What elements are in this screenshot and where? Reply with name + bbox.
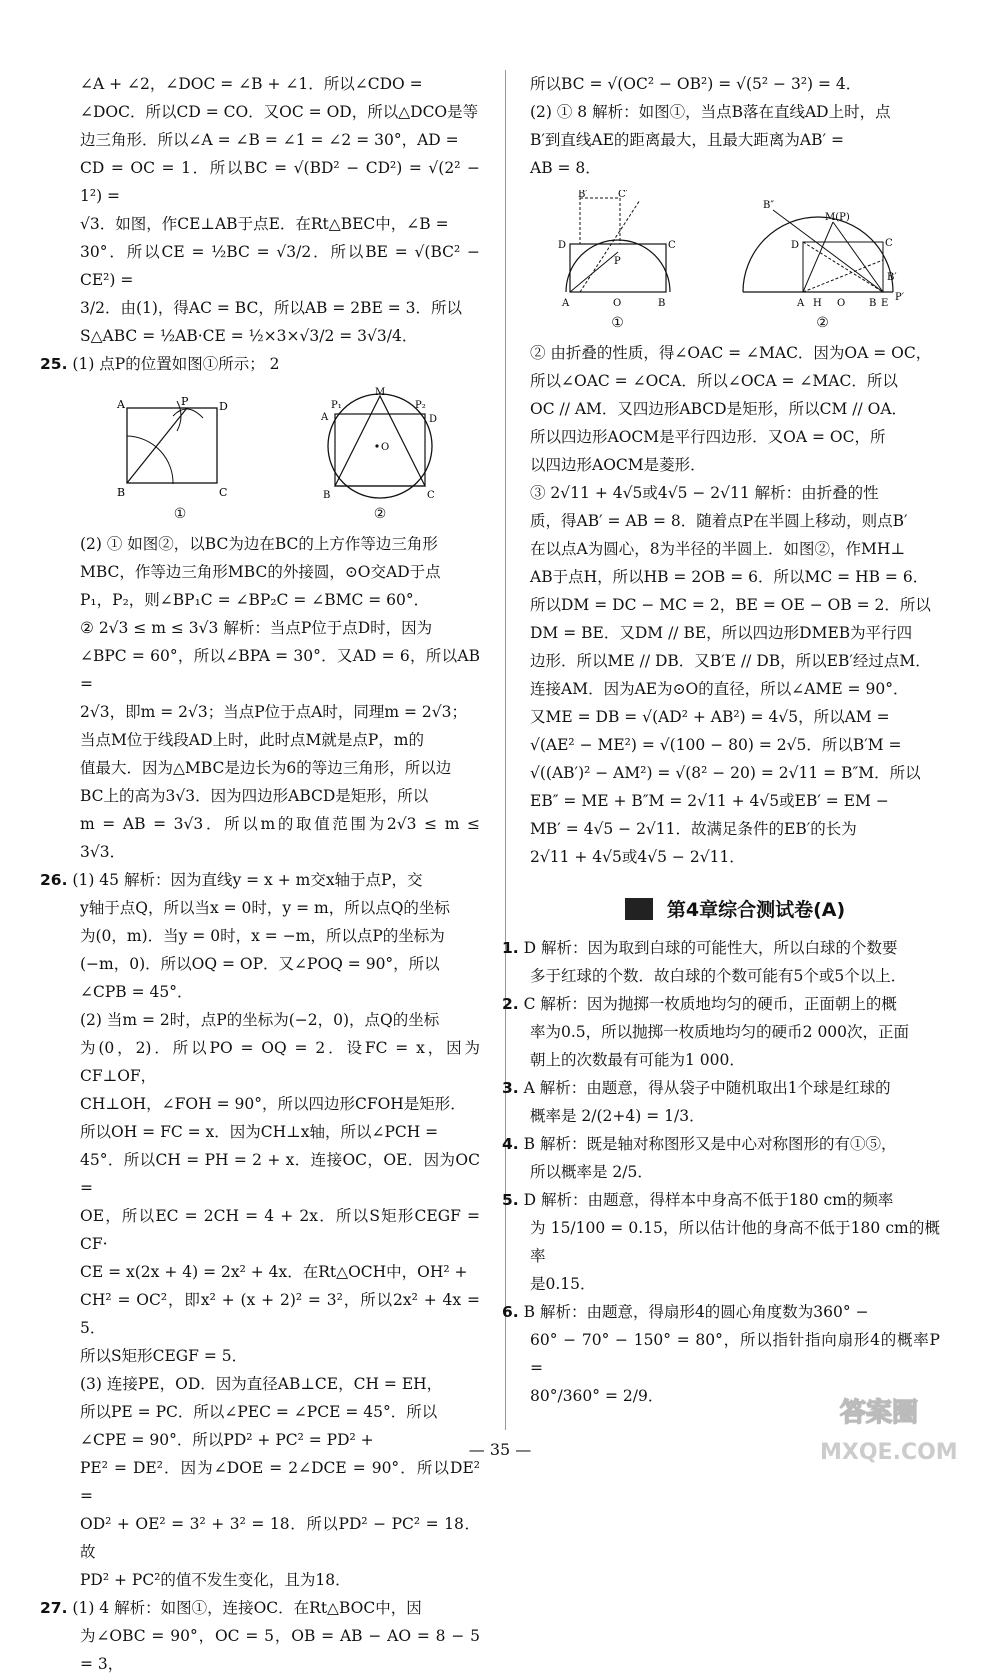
label-p2: P₂ xyxy=(415,400,426,411)
label-c: C xyxy=(667,240,676,251)
text-line: 所以S矩形CEGF = 5． xyxy=(80,1347,248,1365)
label-c: C xyxy=(219,486,228,499)
text-line: A 解析：由题意，得从袋子中随机取出1个球是红球的 xyxy=(523,1079,891,1097)
question-number: 4. xyxy=(502,1135,519,1153)
text-line: OD² + OE² = 3² + 3² = 18．所以PD² − PC² = 18．故 xyxy=(80,1515,480,1561)
page-number: — 35 — xyxy=(468,1440,532,1459)
text-line: D 解析：由题意，得样本中身高不低于180 cm的频率 xyxy=(523,1191,894,1209)
text-line: 边形．所以ME // DB．又B′E // DB，所以EB′经过点M． xyxy=(530,652,931,670)
text-line: C 解析：因为抛掷一枚质地均匀的硬币，正面朝上的概 xyxy=(523,995,897,1013)
text-line: 为(0，m)．当y = 0时，x = −m，所以点P的坐标为 xyxy=(80,927,445,945)
text-line: 所以概率是 2/5． xyxy=(530,1163,653,1181)
text-line: 连接AM．因为AE为⊙O的直径，所以∠AME = 90°． xyxy=(530,680,909,698)
answer-item xyxy=(502,1074,940,1130)
watermark-text: 答案圈 xyxy=(840,1398,919,1428)
text-line: y轴于点Q，所以当x = 0时，y = m，所以点Q的坐标 xyxy=(80,899,450,917)
label-o: O xyxy=(836,298,845,309)
heading-bar-icon xyxy=(625,898,653,920)
answer-item xyxy=(502,990,940,1074)
label-b-prime: B′ xyxy=(886,272,897,283)
text-line: ∠CPE = 90°．所以PD² + PC² = PD² + xyxy=(80,1431,374,1449)
text-line: AB于点H，所以HB = 2OB = 6．所以MC = HB = 6． xyxy=(530,568,929,586)
text-line: m = AB = 3√3．所以m的取值范围为2√3 ≤ m ≤ 3√3． xyxy=(80,815,480,861)
watermark-logo xyxy=(800,1381,980,1471)
answer-item xyxy=(502,1186,940,1298)
q27-part1 xyxy=(40,1594,480,1678)
question-number: 26. xyxy=(40,871,68,889)
section-title: 第4章综合测试卷(A) xyxy=(666,899,846,921)
answer-item xyxy=(502,934,940,990)
text-line: (1) 4 解析：如图①，连接OC．在Rt△BOC中，因 xyxy=(72,1599,422,1617)
label-p-prime: P′ xyxy=(894,292,904,303)
label-b-prime: B′ xyxy=(577,190,588,200)
text-line: ③ 2√11 + 4√5或4√5 − 2√11 解析：由折叠的性 xyxy=(530,484,879,502)
q25-figures xyxy=(80,386,480,522)
label-d: D xyxy=(429,414,438,425)
label-p: P xyxy=(181,396,189,408)
figure-caption: ① xyxy=(611,315,624,331)
text-line: MB′ = 4√5 − 2√11．故满足条件的EB′的长为 xyxy=(530,820,857,838)
figure-25-2 xyxy=(315,386,445,522)
text-line: B 解析：既是轴对称图形又是中心对称图形的有①⑤， xyxy=(523,1135,897,1153)
text-line: 所以∠OAC = ∠OCA．所以∠OCA = ∠MAC．所以 xyxy=(530,372,898,390)
q25-part1 xyxy=(40,350,480,378)
text-line: 以四边形AOCM是菱形． xyxy=(530,456,706,474)
figure-27-2 xyxy=(733,190,913,331)
text-line: EB″ = ME + B″M = 2√11 + 4√5或EB′ = EM − xyxy=(530,792,889,810)
label-b: B xyxy=(323,490,331,501)
label-b: B xyxy=(657,298,665,309)
text-line: B′到直线AE的距离最大，且最大距离为AB′ = xyxy=(530,131,844,149)
text-line: 所以BC = √(OC² − OB²) = √(5² − 3²) = 4． xyxy=(530,75,862,93)
text-line: 所以OH = FC = x．因为CH⊥x轴，所以∠PCH = xyxy=(80,1123,439,1141)
text-line: 80°/360° = 2/9． xyxy=(530,1387,664,1405)
semicircle-fold-diagram-2 xyxy=(733,190,913,315)
text-line: ② 2√3 ≤ m ≤ 3√3 解析：当点P位于点D时，因为 xyxy=(80,619,433,637)
text-line: DM = BE．又DM // BE，所以四边形DMEB为平行四 xyxy=(530,624,913,642)
text-line: 60° − 70° − 150° = 80°，所以指针指向扇形4的概率P = xyxy=(530,1331,940,1377)
label-b-double-prime: B″ xyxy=(762,200,774,211)
text-line: 所以DM = DC − MC = 2，BE = OE − OB = 2．所以 xyxy=(530,596,931,614)
text-line: √(AE² − ME²) = √(100 − 80) = 2√5．所以B′M = xyxy=(530,736,902,754)
text-line: CH² = OC²，即x² + (x + 2)² = 3²，所以2x² + 4x = 5． xyxy=(80,1291,480,1337)
text-line: √((AB′)² − AM²) = √(8² − 20) = 2√11 = B″M．所以 xyxy=(530,764,921,782)
q25-part2 xyxy=(80,530,480,614)
label-p: P xyxy=(613,256,621,267)
label-c-prime: C′ xyxy=(617,190,628,200)
left-column xyxy=(40,70,480,1678)
text-line: S△ABC = ½AB·CE = ½×3×√3/2 = 3√3/4． xyxy=(80,327,418,345)
text-line: √3．如图，作CE⊥AB于点E．在Rt△BEC中，∠B = xyxy=(80,215,449,233)
text-line: 率为0.5，所以抛掷一枚质地均匀的硬币2 000次，正面 xyxy=(530,1023,910,1041)
q27-part2 xyxy=(530,98,940,182)
intro-block xyxy=(80,70,480,350)
label-a: A xyxy=(796,298,804,309)
text-line: 边三角形．所以∠A = ∠B = ∠1 = ∠2 = 30°，AD = xyxy=(80,131,459,149)
text-line: ∠DOC．所以CD = CO．又OC = OD，所以△DCO是等 xyxy=(80,103,479,121)
label-b: B xyxy=(868,298,876,309)
text-line: 为∠OBC = 90°，OC = 5，OB = AB − AO = 8 − 5 = 3， xyxy=(80,1627,480,1673)
label-c: C xyxy=(427,490,435,501)
text-line: (−m，0)．所以OQ = OP．又∠POQ = 90°，所以 xyxy=(80,955,440,973)
text-line: (2) ① 8 解析：如图①，当点B落在直线AD上时，点 xyxy=(530,103,891,121)
label-d: D xyxy=(219,400,228,413)
text-line: 多于红球的个数．故白球的个数可能有5个或5个以上． xyxy=(530,967,907,985)
text-line: 2√11 + 4√5或4√5 − 2√11． xyxy=(530,848,745,866)
label-h: H xyxy=(812,298,822,309)
text-line: ② 由折叠的性质，得∠OAC = ∠MAC．因为OA = OC， xyxy=(530,344,932,362)
text-line: 为 15/100 = 0.15，所以估计他的身高不低于180 cm的概率 xyxy=(530,1219,940,1265)
text-line: (1) 45 解析：因为直线y = x + m交x轴于点P，交 xyxy=(72,871,423,889)
text-line: 2√3，即m = 2√3；当点P位于点A时，同理m = 2√3； xyxy=(80,703,468,721)
label-m-p: M(P) xyxy=(824,212,850,223)
text-line: 在以点A为圆心，8为半径的半圆上．如图②，作MH⊥ xyxy=(530,540,906,558)
label-a: A xyxy=(561,298,569,309)
text-line: BC上的高为3√3．因为四边形ABCD是矩形，所以 xyxy=(80,787,429,805)
text-line: 质，得AB′ = AB = 8．随着点P在半圆上移动，则点B′ xyxy=(530,512,908,530)
label-o: O xyxy=(612,298,621,309)
text-line: D 解析：因为取到白球的可能性大，所以白球的个数要 xyxy=(523,939,898,957)
text-line: OC // AM．又四边形ABCD是矩形，所以CM // OA． xyxy=(530,400,908,418)
text-line: ∠CPB = 45°． xyxy=(80,983,193,1001)
semicircle-fold-diagram-1 xyxy=(558,190,678,315)
section-heading xyxy=(530,895,940,922)
q26-part3 xyxy=(80,1370,480,1594)
label-a: A xyxy=(117,398,125,411)
text-line: 当点M位于线段AD上时，此时点M就是点P，m的 xyxy=(80,731,424,749)
text-line: (3) 连接PE，OD．因为直径AB⊥CE，CH = EH， xyxy=(80,1375,443,1393)
text-line: CD = OC = 1．所以BC = √(BD² − CD²) = √(2² − 1²) = xyxy=(80,159,480,205)
circle-triangle-diagram xyxy=(315,386,445,506)
q27-part4 xyxy=(530,479,940,871)
answer-list xyxy=(502,934,940,1410)
text-line: CE = x(2x + 4) = 2x² + 4x．在Rt△OCH中，OH² + xyxy=(80,1263,468,1281)
q25-part3 xyxy=(80,614,480,866)
q26-part1 xyxy=(40,866,480,1006)
label-p1: P₁ xyxy=(331,400,342,411)
label-o: O xyxy=(381,442,390,453)
q27-part3 xyxy=(530,339,940,479)
q26-part2 xyxy=(80,1006,480,1370)
text-line: AB = 8． xyxy=(530,159,601,177)
text-line: 值最大．因为△MBC是边长为6的等边三角形，所以边 xyxy=(80,759,452,777)
text-line: P₁，P₂，则∠BP₁C = ∠BP₂C = ∠BMC = 60°． xyxy=(80,591,430,609)
text-line: OE，所以EC = 2CH = 4 + 2x．所以S矩形CEGF = CF· xyxy=(80,1207,480,1253)
text-line: 所以PE = PC．所以∠PEC = ∠PCE = 45°．所以 xyxy=(80,1403,438,1421)
text-line: 朝上的次数最有可能为1 000． xyxy=(530,1051,745,1069)
text-line: 概率是 2/(2+4) = 1/3． xyxy=(530,1107,705,1125)
text-line: 3/2．由(1)，得AC = BC，所以AB = 2BE = 3．所以 xyxy=(80,299,463,317)
label-d: D xyxy=(557,240,566,251)
question-number: 25. xyxy=(40,355,68,373)
question-number: 6. xyxy=(502,1303,519,1321)
text-line: PE² = DE²．因为∠DOE = 2∠DCE = 90°．所以DE² = xyxy=(80,1459,480,1505)
text-line: (2) 当m = 2时，点P的坐标为(−2，0)，点Q的坐标 xyxy=(80,1011,440,1029)
figure-27-1 xyxy=(558,190,678,331)
figure-caption: ① xyxy=(173,506,187,522)
q27-figures xyxy=(530,190,940,331)
text-line: ∠BPC = 60°，所以∠BPA = 30°．又AD = 6，所以AB = xyxy=(80,647,480,693)
answer-item xyxy=(502,1130,940,1186)
text-line: 30°．所以CE = ½BC = √3/2．所以BE = √(BC² − CE²) = xyxy=(80,243,480,289)
question-number: 27. xyxy=(40,1599,68,1617)
text-line: B 解析：由题意，得扇形4的圆心角度数为360° − xyxy=(523,1303,869,1321)
figure-25-1 xyxy=(115,396,245,522)
question-number: 2. xyxy=(502,995,519,1013)
text-line: (2) ① 如图②，以BC为边在BC的上方作等边三角形 xyxy=(80,535,438,553)
figure-caption: ② xyxy=(373,506,387,522)
text-line: MBC，作等边三角形MBC的外接圆，⊙O交AD于点 xyxy=(80,563,441,581)
label-b: B xyxy=(117,486,126,499)
right-column xyxy=(502,70,940,1410)
text-line: ∠A + ∠2，∠DOC = ∠B + ∠1．所以∠CDO = xyxy=(80,75,423,93)
label-e: E xyxy=(880,298,888,309)
label-c: C xyxy=(884,238,893,249)
question-number: 5. xyxy=(502,1191,519,1209)
question-number: 1. xyxy=(502,939,519,957)
text-line: 是0.15． xyxy=(530,1275,596,1293)
text-line: 所以四边形AOCM是平行四边形．又OA = OC，所 xyxy=(530,428,886,446)
label-d: D xyxy=(790,240,799,251)
text-line: CH⊥OH，∠FOH = 90°，所以四边形CFOH是矩形． xyxy=(80,1095,466,1113)
text-line: 为(0，2)．所以PO = OQ = 2．设FC = x，因为CF⊥OF， xyxy=(80,1039,480,1085)
label-a: A xyxy=(321,412,329,423)
rectangle-construction-diagram xyxy=(115,396,245,506)
watermark-url: MXQE.COM xyxy=(820,1440,958,1465)
text-line: 45°．所以CH = PH = 2 + x．连接OC，OE．因为OC = xyxy=(80,1151,480,1197)
question-number: 3. xyxy=(502,1079,519,1097)
text-line: 又ME = DB = √(AD² + AB²) = 4√5，所以AM = xyxy=(530,708,890,726)
text-line: (1) 点P的位置如图①所示； 2 xyxy=(72,355,280,373)
text-line: PD² + PC²的值不发生变化，且为18． xyxy=(80,1571,351,1589)
figure-caption: ② xyxy=(816,315,829,331)
label-m: M xyxy=(375,387,386,398)
